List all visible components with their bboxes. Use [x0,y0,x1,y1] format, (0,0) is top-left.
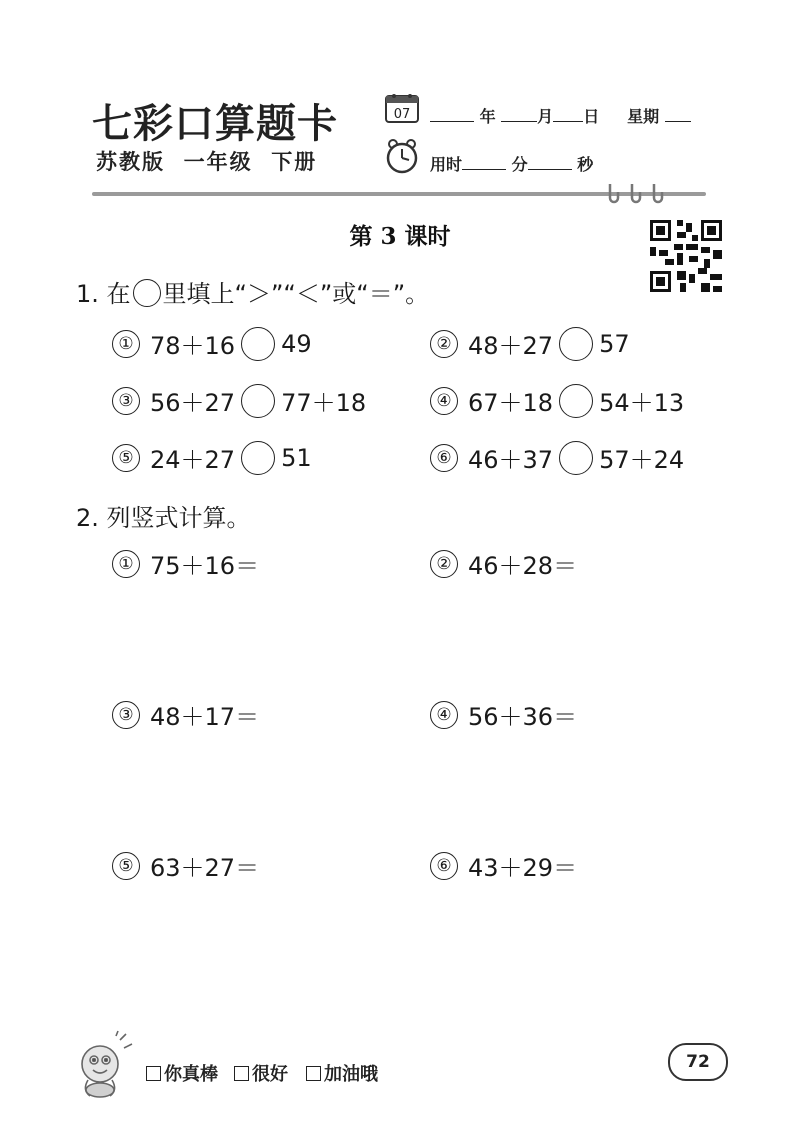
day-label: 日 [583,107,600,126]
expr-left: 24＋27 [150,446,236,474]
clock-icon [384,138,420,174]
item-index: ② [430,330,458,358]
item-index: ⑥ [430,852,458,880]
calc-item[interactable] [430,546,577,581]
year-blank[interactable] [430,107,474,122]
expr-right: 51 [281,443,312,472]
time-used-label: 用时 [430,155,463,174]
answer-circle[interactable] [559,327,593,361]
expr-left: 46＋37 [468,446,554,474]
brand-title: 七彩口算题卡 [92,100,338,147]
item-index: ⑤ [112,852,140,880]
question-1-number: 1. [76,280,99,308]
checkbox[interactable] [234,1066,249,1081]
weekday-blank[interactable] [665,107,691,122]
calc-item[interactable] [430,697,577,732]
calc-expression: 46＋28＝ [468,552,578,580]
rating-label: 你真棒 [164,1064,218,1085]
month-blank[interactable] [501,107,537,122]
month-label: 月 [537,107,554,126]
compare-item [112,326,312,361]
calc-expression: 43＋29＝ [468,854,578,882]
q1-prompt-part-2: 里填上“＞”“＜”或“＝”。 [162,280,430,308]
compare-item [430,383,684,418]
item-index: ③ [112,701,140,729]
calc-expression: 63＋27＝ [150,854,260,882]
date-fields [430,104,691,127]
expr-right: 77＋18 [281,389,367,417]
rating-label: 加油哦 [324,1064,378,1085]
checkbox[interactable] [146,1066,161,1081]
answer-circle[interactable] [559,441,593,475]
question-2-number: 2. [76,504,99,532]
expr-right: 49 [281,329,312,358]
time-fields [430,152,593,175]
question-2-prompt [76,498,251,533]
answer-circle[interactable] [241,384,275,418]
expr-left: 78＋16 [150,332,236,360]
answer-circle[interactable] [559,384,593,418]
item-index: ⑤ [112,444,140,472]
prompt-circle-icon [133,279,161,307]
expr-left: 48＋27 [468,332,554,360]
compare-item [430,440,684,475]
rating-option-great[interactable] [146,1060,218,1086]
item-index: ⑥ [430,444,458,472]
calc-item[interactable] [430,848,577,883]
answer-circle[interactable] [241,441,275,475]
binder-rings-icon [604,182,674,208]
minute-label: 分 [511,155,528,174]
expr-right: 57＋24 [599,446,685,474]
calc-expression: 48＋17＝ [150,703,260,731]
rating-label: 很好 [252,1064,288,1085]
expr-right: 54＋13 [599,389,685,417]
question-2-text: 列竖式计算。 [106,504,251,532]
calendar-day: 07 [393,107,411,122]
calc-item[interactable] [112,848,259,883]
answer-circle[interactable] [241,327,275,361]
rating-option-good[interactable] [234,1060,288,1086]
compare-item [112,440,312,475]
calc-expression: 75＋16＝ [150,552,260,580]
item-index: ③ [112,387,140,415]
rating-option-keep-going[interactable] [306,1060,378,1086]
calc-item[interactable] [112,697,259,732]
item-index: ④ [430,387,458,415]
second-blank[interactable] [528,155,572,170]
expr-right: 57 [599,329,630,358]
item-index: ① [112,330,140,358]
year-label: 年 [479,107,496,126]
qr-code[interactable] [650,220,722,292]
item-index: ④ [430,701,458,729]
expr-left: 67＋18 [468,389,554,417]
mascot-icon [70,1030,142,1100]
checkbox[interactable] [306,1066,321,1081]
item-index: ① [112,550,140,578]
q1-prompt-part-1: 在 [106,280,131,308]
calendar-icon [384,92,420,124]
expr-left: 56＋27 [150,389,236,417]
calc-expression: 56＋36＝ [468,703,578,731]
weekday-label: 星期 [627,107,660,126]
compare-item [112,383,366,418]
lesson-title: 第 3 课时 [349,223,451,250]
calc-item[interactable] [112,546,259,581]
minute-blank[interactable] [462,155,506,170]
compare-item [430,326,630,361]
question-1-prompt [76,274,429,309]
second-label: 秒 [577,155,594,174]
edition-label: 苏教版 一年级 下册 [96,150,318,174]
item-index: ② [430,550,458,578]
page-number: 72 [668,1043,728,1081]
day-blank[interactable] [553,107,583,122]
